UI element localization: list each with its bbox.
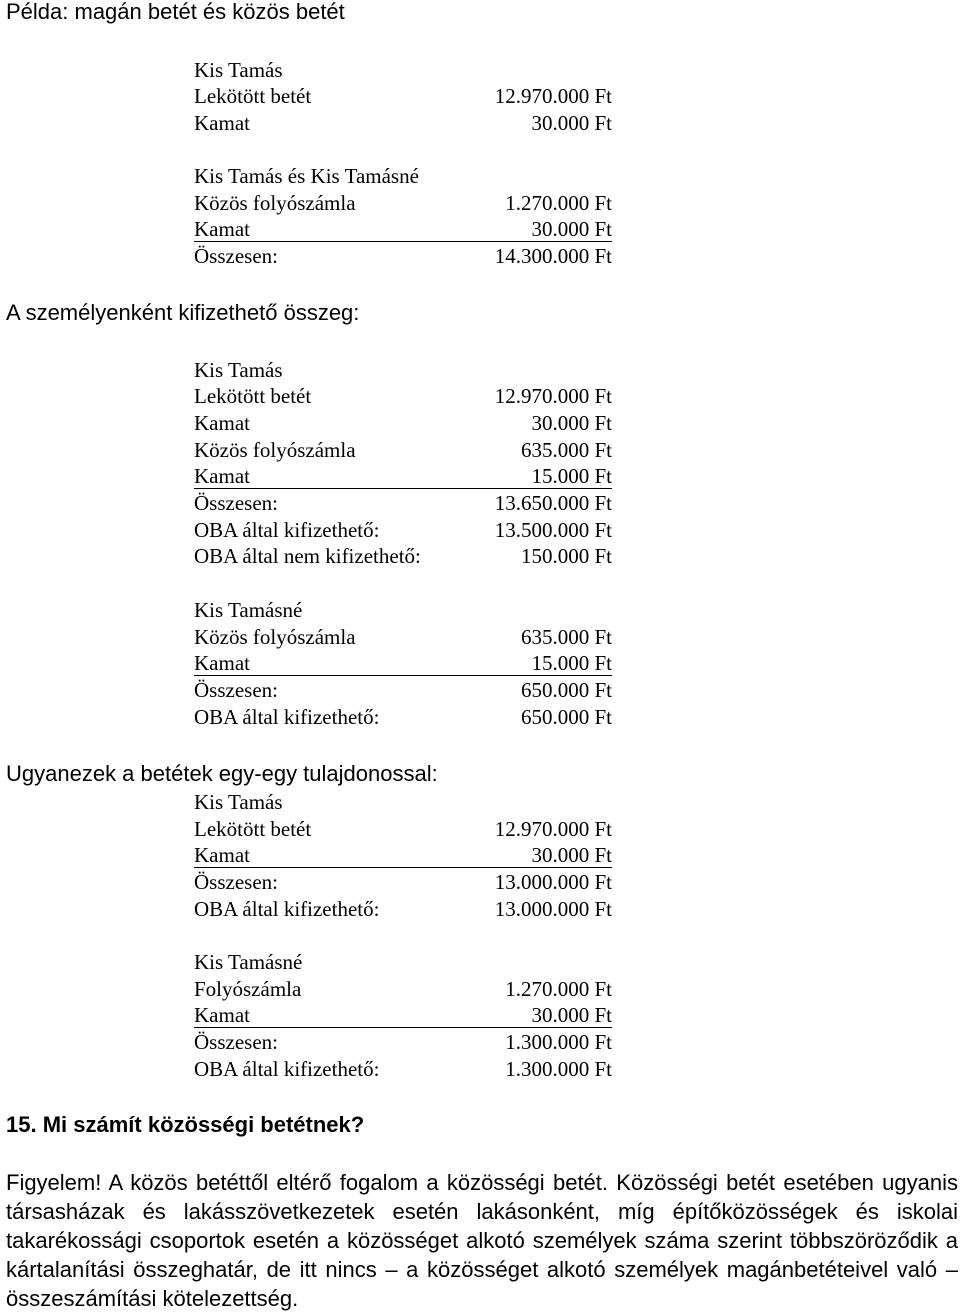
block3-row-joint-account: Közös folyószámla 635.000 Ft: [194, 438, 612, 462]
block5-row-interest: Kamat 30.000 Ft: [194, 843, 612, 867]
block3-row-oba-not-payable: OBA által nem kifizethető: 150.000 Ft: [194, 544, 612, 568]
block6-name: Kis Tamásné: [194, 950, 303, 974]
block2-row-joint-account: Közös folyószámla 1.270.000 Ft: [194, 191, 612, 215]
block4-row-total: Összesen: 650.000 Ft: [194, 678, 612, 702]
block4-name: Kis Tamásné: [194, 598, 303, 622]
block3-row-fixed-deposit: Lekötött betét 12.970.000 Ft: [194, 384, 612, 408]
block3-row-oba-payable: OBA által kifizethető: 13.500.000 Ft: [194, 518, 612, 542]
block4-row-oba-payable: OBA által kifizethető: 650.000 Ft: [194, 705, 612, 729]
block5-row-oba-payable: OBA által kifizethető: 13.000.000 Ft: [194, 897, 612, 921]
block5-name: Kis Tamás: [194, 790, 283, 814]
block2-name: Kis Tamás és Kis Tamásné: [194, 164, 419, 188]
block4-row-joint-account: Közös folyószámla 635.000 Ft: [194, 625, 612, 649]
body-paragraph: [6, 1168, 958, 1313]
block2-row-interest: Kamat 30.000 Ft: [194, 217, 612, 241]
paragraph-text: Figyelem! A közös betéttől eltérő fogalom a közösségi betét. Közösségi betét esetében ugyanis társasházak és lakásszövetkezetek esetén lakásonként, míg építőközösségek és iskolai takarékossági csoportok esetén a közösséget alkotó személyek száma szerint többszöröződik a kártalanítási összeghatár, de itt nincs – a közösséget alkotó személyek magánbetéteivel való – összeszámítási kötelezettség.: [6, 1170, 958, 1311]
block6-row-oba-payable: OBA által kifizethető: 1.300.000 Ft: [194, 1057, 612, 1081]
block3-row-interest-2: Kamat 15.000 Ft: [194, 464, 612, 488]
block6-row-current-account: Folyószámla 1.270.000 Ft: [194, 977, 612, 1001]
page-title: Példa: magán betét és közös betét: [6, 0, 345, 24]
block3-row-total: Összesen: 13.650.000 Ft: [194, 491, 612, 515]
block1-name: Kis Tamás: [194, 58, 283, 82]
block6-row-interest: Kamat 30.000 Ft: [194, 1003, 612, 1027]
block3-name: Kis Tamás: [194, 358, 283, 382]
block5-row-total: Összesen: 13.000.000 Ft: [194, 870, 612, 894]
block6-row-total: Összesen: 1.300.000 Ft: [194, 1030, 612, 1054]
section-heading-single-owner: Ugyanezek a betétek egy-egy tulajdonossal:: [6, 761, 438, 786]
block4-row-interest: Kamat 15.000 Ft: [194, 651, 612, 675]
block2-row-total: Összesen: 14.300.000 Ft: [194, 244, 612, 268]
question-heading: 15. Mi számít közösségi betétnek?: [6, 1112, 365, 1137]
block3-row-interest: Kamat 30.000 Ft: [194, 411, 612, 435]
block5-row-fixed-deposit: Lekötött betét 12.970.000 Ft: [194, 817, 612, 841]
block1-row-fixed-deposit: Lekötött betét 12.970.000 Ft: [194, 84, 612, 108]
section-heading-per-person: A személyenként kifizethető összeg:: [6, 300, 360, 325]
block1-row-interest: Kamat 30.000 Ft: [194, 111, 612, 135]
